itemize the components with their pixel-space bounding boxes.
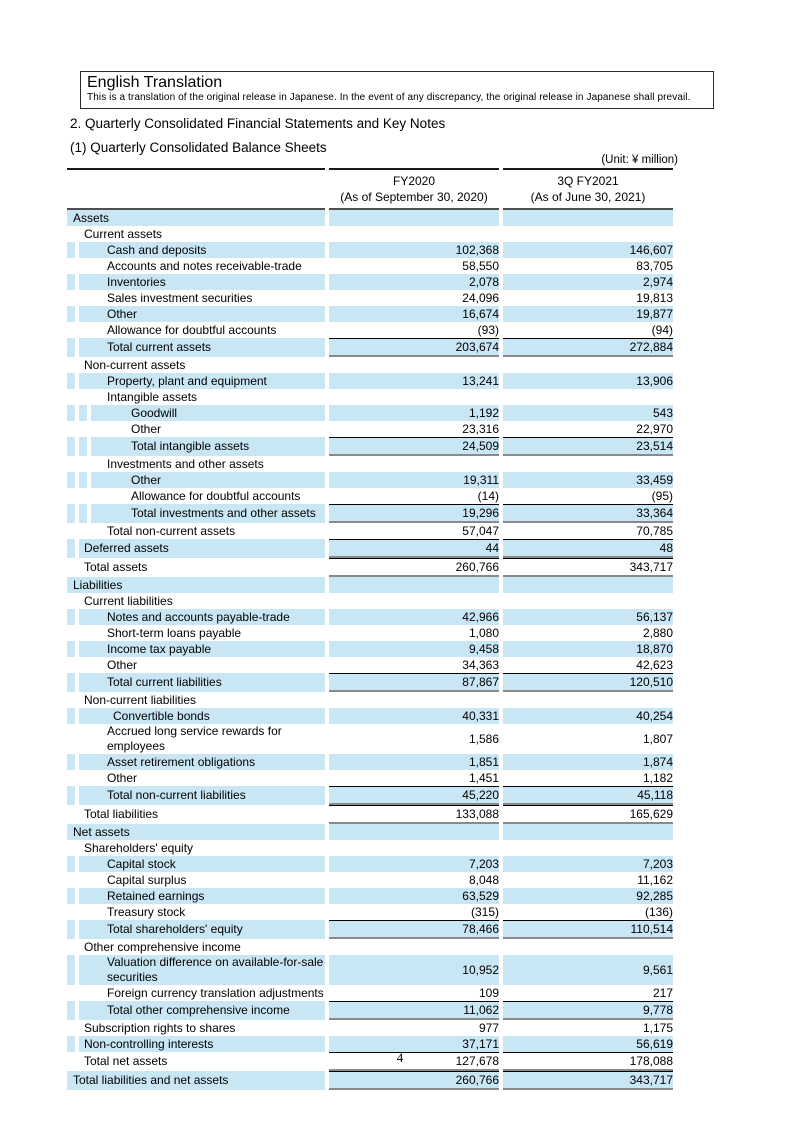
row-label: Total investments and other assets [91,504,325,523]
indent-cell [67,708,75,724]
table-row [67,673,673,692]
row-label: Total liabilities and net assets [67,1071,325,1090]
value-fy2020 [329,939,499,955]
table-row [67,805,673,824]
indent-cell [67,625,75,641]
table-row [67,322,673,338]
table-row [67,226,673,242]
value-fy2020: 260,766 [329,1071,499,1090]
value-3qfy2021: 1,807 [503,724,673,754]
indent-cell [67,770,75,786]
table-row [67,1020,673,1036]
row-label: Retained earnings [79,888,325,904]
value-fy2020: 1,586 [329,724,499,754]
row-label: Other [79,770,325,786]
value-3qfy2021 [503,593,673,609]
value-fy2020: 1,451 [329,770,499,786]
value-3qfy2021: 45,118 [503,786,673,805]
row-label: Other comprehensive income [79,939,325,955]
balance-sheet-table [63,168,677,1090]
row-label: Deferred assets [79,539,325,558]
indent-cell [79,421,87,437]
value-fy2020 [329,840,499,856]
table-row [67,357,673,373]
value-fy2020: 977 [329,1020,499,1036]
row-label: Inventories [79,274,325,290]
value-fy2020 [329,357,499,373]
value-fy2020: 9,458 [329,641,499,657]
value-3qfy2021 [503,692,673,708]
indent-cell [67,504,75,523]
value-3qfy2021 [503,226,673,242]
table-row [67,577,673,593]
table-row [67,920,673,939]
value-fy2020: 11,062 [329,1001,499,1020]
table-row [67,558,673,577]
row-label: Intangible assets [79,389,325,405]
page-number: 4 [396,1050,404,1065]
value-fy2020: 45,220 [329,786,499,805]
unit-note: (Unit: ¥ million) [601,154,678,166]
value-fy2020: 19,296 [329,504,499,523]
table-row [67,405,673,421]
row-label: Other [79,306,325,322]
value-fy2020: 1,080 [329,625,499,641]
table-row [67,488,673,504]
row-label: Goodwill [91,405,325,421]
value-3qfy2021 [503,824,673,840]
value-fy2020: 8,048 [329,872,499,888]
value-fy2020: 24,096 [329,290,499,306]
value-3qfy2021: 543 [503,405,673,421]
indent-cell [67,437,75,456]
indent-cell [67,389,75,405]
indent-cell [67,805,75,824]
table-row [67,904,673,920]
table-row [67,888,673,904]
value-fy2020: 1,851 [329,754,499,770]
table-row [67,840,673,856]
indent-cell [79,405,87,421]
value-fy2020: (315) [329,904,499,920]
value-fy2020 [329,824,499,840]
value-3qfy2021: 70,785 [503,523,673,539]
value-fy2020: 133,088 [329,805,499,824]
value-fy2020 [329,456,499,472]
row-label: Accrued long service rewards for employees [79,724,325,754]
indent-cell [67,904,75,920]
table-row [67,609,673,625]
table-row [67,625,673,641]
indent-cell [67,405,75,421]
row-label: Other [79,657,325,673]
header-empty-cell [67,189,325,210]
value-fy2020 [329,389,499,405]
header-empty-cell [67,168,325,189]
value-3qfy2021: 217 [503,985,673,1001]
value-fy2020: 34,363 [329,657,499,673]
value-3qfy2021: 178,088 [503,1052,673,1071]
table-row [67,955,673,985]
indent-cell [67,472,75,488]
value-fy2020 [329,593,499,609]
row-label: Total intangible assets [91,437,325,456]
table-row [67,472,673,488]
indent-cell [67,609,75,625]
value-fy2020 [329,692,499,708]
row-label: Capital surplus [79,872,325,888]
value-3qfy2021: 1,874 [503,754,673,770]
value-fy2020: 127,678 [329,1052,499,1071]
indent-cell [67,226,75,242]
row-label: Subscription rights to shares [79,1020,325,1036]
indent-cell [67,242,75,258]
value-fy2020: 16,674 [329,306,499,322]
row-label: Allowance for doubtful accounts [79,322,325,338]
value-3qfy2021: 56,137 [503,609,673,625]
value-fy2020: 37,171 [329,1036,499,1052]
table-body [67,210,673,1090]
indent-cell [67,290,75,306]
row-label: Asset retirement obligations [79,754,325,770]
row-label: Assets [67,210,325,226]
value-3qfy2021 [503,210,673,226]
row-label: Total liabilities [79,805,325,824]
value-3qfy2021: 83,705 [503,258,673,274]
table-row [67,856,673,872]
table-row [67,242,673,258]
row-label: Convertible bonds [79,708,325,724]
table-row [67,437,673,456]
value-3qfy2021: 343,717 [503,1071,673,1090]
value-3qfy2021: 23,514 [503,437,673,456]
indent-cell [67,1001,75,1020]
value-3qfy2021: 19,813 [503,290,673,306]
column-title-fy2020: FY2020 [329,168,499,189]
value-3qfy2021: 42,623 [503,657,673,673]
table-row [67,770,673,786]
value-fy2020: 203,674 [329,338,499,357]
value-fy2020: 10,952 [329,955,499,985]
value-3qfy2021: 1,175 [503,1020,673,1036]
indent-cell [67,641,75,657]
value-fy2020: 19,311 [329,472,499,488]
indent-cell [67,373,75,389]
table-row [67,657,673,673]
table-row [67,708,673,724]
indent-cell [67,985,75,1001]
indent-cell [67,258,75,274]
value-3qfy2021: 56,619 [503,1036,673,1052]
value-fy2020: (93) [329,322,499,338]
value-fy2020: 40,331 [329,708,499,724]
value-3qfy2021: 40,254 [503,708,673,724]
row-label: Net assets [67,824,325,840]
indent-cell [67,840,75,856]
row-label: Investments and other assets [79,456,325,472]
indent-cell [67,456,75,472]
value-fy2020 [329,210,499,226]
indent-cell [67,306,75,322]
indent-cell [67,558,75,577]
row-label: Treasury stock [79,904,325,920]
row-label: Total current assets [79,338,325,357]
value-3qfy2021: 110,514 [503,920,673,939]
table-row [67,456,673,472]
value-fy2020: 63,529 [329,888,499,904]
value-fy2020: 42,966 [329,609,499,625]
value-3qfy2021: 2,974 [503,274,673,290]
value-3qfy2021: 22,970 [503,421,673,437]
value-3qfy2021 [503,357,673,373]
indent-cell [67,539,75,558]
value-fy2020: 44 [329,539,499,558]
row-label: Capital stock [79,856,325,872]
value-fy2020: 58,550 [329,258,499,274]
table-row [67,692,673,708]
table-row [67,373,673,389]
subsection-heading: (1) Quarterly Consolidated Balance Sheets [70,140,327,155]
row-label: Total net assets [79,1052,325,1071]
value-3qfy2021: 7,203 [503,856,673,872]
row-label: Total non-current liabilities [79,786,325,805]
indent-cell [67,1020,75,1036]
indent-cell [67,338,75,357]
value-3qfy2021: 33,364 [503,504,673,523]
table-row [67,786,673,805]
table-row [67,641,673,657]
english-translation-box [80,71,714,109]
table-row [67,306,673,322]
row-label: Notes and accounts payable-trade [79,609,325,625]
table-row [67,872,673,888]
indent-cell [67,754,75,770]
table-row [67,1071,673,1090]
table-row [67,939,673,955]
value-3qfy2021: 343,717 [503,558,673,577]
translation-box-title: English Translation [87,74,223,91]
indent-cell [67,322,75,338]
table-row [67,539,673,558]
table-header-row-title [67,168,673,189]
row-label: Allowance for doubtful accounts [91,488,325,504]
table-row [67,985,673,1001]
indent-cell [79,472,87,488]
value-fy2020: 102,368 [329,242,499,258]
table-row [67,504,673,523]
value-fy2020: 109 [329,985,499,1001]
table-row [67,274,673,290]
value-3qfy2021: 48 [503,539,673,558]
table-row [67,290,673,306]
indent-cell [67,955,75,985]
indent-cell [67,724,75,754]
value-fy2020 [329,577,499,593]
table-row [67,210,673,226]
row-label: Total shareholders' equity [79,920,325,939]
table-row [67,754,673,770]
table-row [67,389,673,405]
indent-cell [67,872,75,888]
indent-cell [79,437,87,456]
row-label: Total current liabilities [79,673,325,692]
row-label: Other [91,421,325,437]
indent-cell [67,856,75,872]
value-3qfy2021 [503,389,673,405]
value-3qfy2021: 146,607 [503,242,673,258]
value-3qfy2021: (95) [503,488,673,504]
translation-box-note: This is a translation of the original release in Japanese. In the event of any discrepancy, the original release in Japanese shall prevail. [87,92,691,103]
column-subtitle-3qfy2021: (As of June 30, 2021) [503,189,673,210]
indent-cell [67,357,75,373]
indent-cell [67,523,75,539]
row-label: Other [91,472,325,488]
table-header-row-subtitle [67,189,673,210]
indent-cell [67,421,75,437]
value-fy2020: 24,509 [329,437,499,456]
indent-cell [67,939,75,955]
table-row [67,1001,673,1020]
value-3qfy2021: 9,778 [503,1001,673,1020]
row-label: Current liabilities [79,593,325,609]
indent-cell [67,888,75,904]
table-header [67,168,673,210]
table-row [67,824,673,840]
value-3qfy2021: 18,870 [503,641,673,657]
row-label: Sales investment securities [79,290,325,306]
indent-cell [67,673,75,692]
indent-cell [67,920,75,939]
table-row [67,724,673,754]
row-label: Short-term loans payable [79,625,325,641]
row-label: Non-controlling interests [79,1036,325,1052]
value-fy2020: 7,203 [329,856,499,872]
row-label: Cash and deposits [79,242,325,258]
row-label: Non-current assets [79,357,325,373]
table-row [67,258,673,274]
row-label: Current assets [79,226,325,242]
value-3qfy2021: 165,629 [503,805,673,824]
value-fy2020: 23,316 [329,421,499,437]
value-fy2020: 260,766 [329,558,499,577]
indent-cell [67,488,75,504]
value-3qfy2021: 11,162 [503,872,673,888]
table-row [67,421,673,437]
value-fy2020: 78,466 [329,920,499,939]
value-fy2020: 2,078 [329,274,499,290]
value-3qfy2021 [503,939,673,955]
row-label: Total assets [79,558,325,577]
value-3qfy2021: 33,459 [503,472,673,488]
value-3qfy2021: 1,182 [503,770,673,786]
value-3qfy2021: (94) [503,322,673,338]
row-label: Accounts and notes receivable-trade [79,258,325,274]
row-label: Total non-current assets [79,523,325,539]
row-label: Property, plant and equipment [79,373,325,389]
indent-cell [67,657,75,673]
value-fy2020: 87,867 [329,673,499,692]
row-label: Non-current liabilities [79,692,325,708]
value-3qfy2021: 92,285 [503,888,673,904]
value-fy2020: 1,192 [329,405,499,421]
value-3qfy2021: (136) [503,904,673,920]
column-subtitle-fy2020: (As of September 30, 2020) [329,189,499,210]
value-fy2020: 13,241 [329,373,499,389]
value-fy2020 [329,226,499,242]
indent-cell [67,786,75,805]
column-title-3qfy2021: 3Q FY2021 [503,168,673,189]
indent-cell [67,692,75,708]
value-3qfy2021: 272,884 [503,338,673,357]
indent-cell [79,488,87,504]
row-label: Liabilities [67,577,325,593]
indent-cell [67,274,75,290]
value-3qfy2021 [503,456,673,472]
value-3qfy2021: 9,561 [503,955,673,985]
value-3qfy2021: 2,880 [503,625,673,641]
indent-cell [67,593,75,609]
value-fy2020: 57,047 [329,523,499,539]
value-3qfy2021: 13,906 [503,373,673,389]
table-row [67,523,673,539]
row-label: Foreign currency translation adjustments [79,985,325,1001]
value-3qfy2021 [503,577,673,593]
row-label: Income tax payable [79,641,325,657]
table-row [67,593,673,609]
indent-cell [79,504,87,523]
row-label: Shareholders' equity [79,840,325,856]
value-3qfy2021: 19,877 [503,306,673,322]
row-label: Valuation difference on available-for-sale securities [79,955,325,985]
value-3qfy2021: 120,510 [503,673,673,692]
row-label: Total other comprehensive income [79,1001,325,1020]
value-3qfy2021 [503,840,673,856]
value-fy2020: (14) [329,488,499,504]
table-row [67,338,673,357]
section-heading: 2. Quarterly Consolidated Financial Statements and Key Notes [70,116,446,131]
